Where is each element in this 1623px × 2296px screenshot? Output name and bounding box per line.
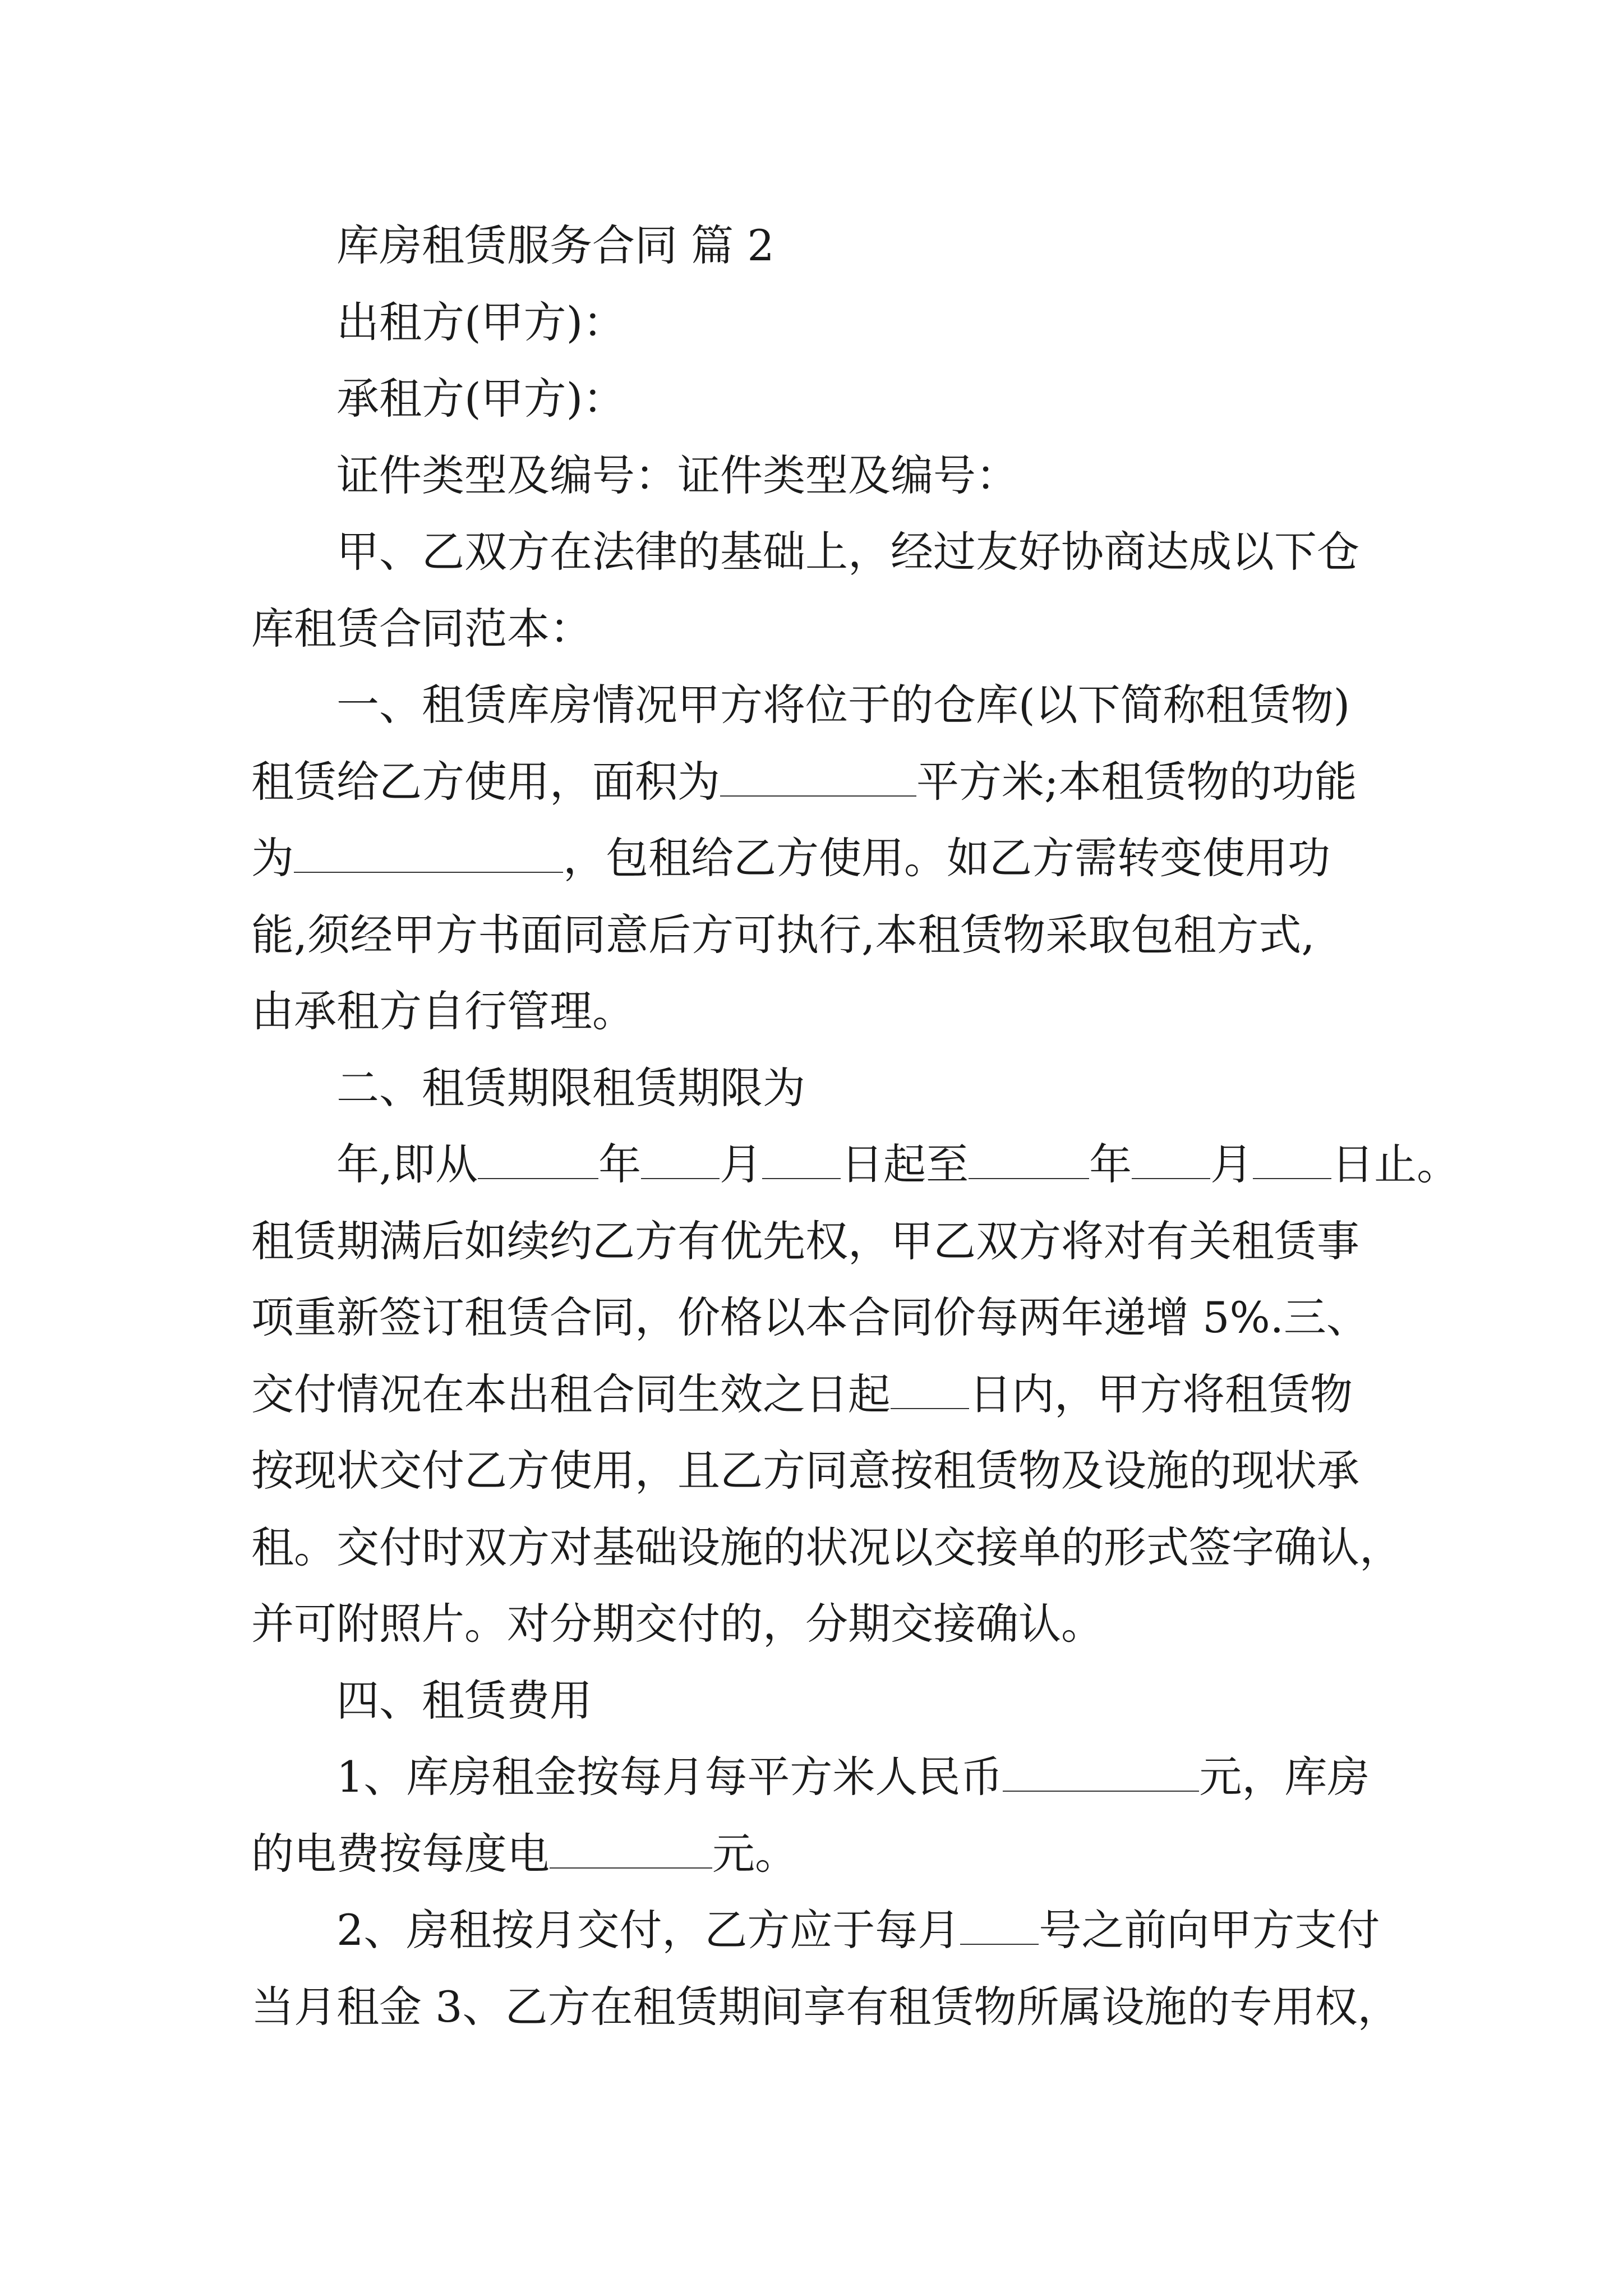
section1-line5: 由承租方自行管理。 [251,986,635,1036]
section2-line2: 租赁期满后如续约乙方有优先权，甲乙双方将对有关租赁事 [251,1216,1359,1266]
section1-line3: 为 ，包租给乙方使用。如乙方需转变使用功 [251,820,1395,897]
section2-date-line: 年,即从 年 月 日起至 年 月 日止。 [251,1126,1395,1203]
section3-line3: 租。交付时双方对基础设施的状况以交接单的形式签字确认， [251,1522,1402,1572]
start-month-blank[interactable] [641,1138,720,1179]
section2-line3: 项重新签订租赁合同，价格以本合同价每两年递增 5%.三、 [251,1292,1369,1342]
id-type-line: 证件类型及编号：证件类型及编号： [336,450,1018,500]
rent-clause-line2: 的电费按每度电 元。 [251,1816,1395,1893]
section1-line2: 租赁给乙方使用，面积为 平方米;本租赁物的功能 [251,744,1395,821]
section1-line4: 能,须经甲方书面同意后方可执行,本租赁物采取包租方式, [251,909,1315,960]
end-day-blank[interactable] [1253,1138,1331,1179]
electricity-price-blank[interactable] [550,1826,712,1868]
end-year-blank[interactable] [969,1138,1089,1179]
section4-heading: 四、租赁费用 [336,1675,592,1726]
party-b-line: 承租方(甲方)： [336,374,626,424]
function-blank[interactable] [294,831,563,873]
payment-day-blank[interactable] [960,1903,1039,1945]
start-day-blank[interactable] [762,1138,841,1179]
payment-clause-line1: 2、房租按月交付，乙方应于每月 号之前向甲方支付 [251,1892,1395,1969]
section1-line1: 一、租赁库房情况甲方将位于的仓库(以下简称租赁物) [336,680,1350,730]
delivery-days-blank[interactable] [891,1367,969,1409]
start-year-blank[interactable] [478,1138,598,1179]
party-a-line: 出租方(甲方)： [336,297,626,347]
rent-clause-line1: 1、库房租金按每月每平方米人民币 元，库房 [251,1739,1395,1816]
end-month-blank[interactable] [1132,1138,1210,1179]
intro-paragraph-line2: 库租赁合同范本： [251,603,592,654]
section3-line1: 交付情况在本出租合同生效之日起 日内，甲方将租赁物 [251,1356,1395,1433]
payment-clause-line2: 当月租金 3、乙方在租赁期间享有租赁物所属设施的专用权， [251,1981,1400,2032]
area-blank[interactable] [720,754,916,796]
document-title: 库房租赁服务合同 篇 2 [336,220,774,270]
section3-line4: 并可附照片。对分期交付的，分期交接确认。 [251,1599,1104,1649]
contract-body [251,208,1460,2045]
section3-line2: 按现状交付乙方使用，且乙方同意按租赁物及设施的现状承 [251,1446,1359,1496]
intro-paragraph-line1: 甲、乙双方在法律的基础上，经过友好协商达成以下仓 [336,527,1359,577]
section2-heading: 二、租赁期限租赁期限为 [336,1062,805,1113]
rent-amount-blank[interactable] [1003,1750,1199,1792]
